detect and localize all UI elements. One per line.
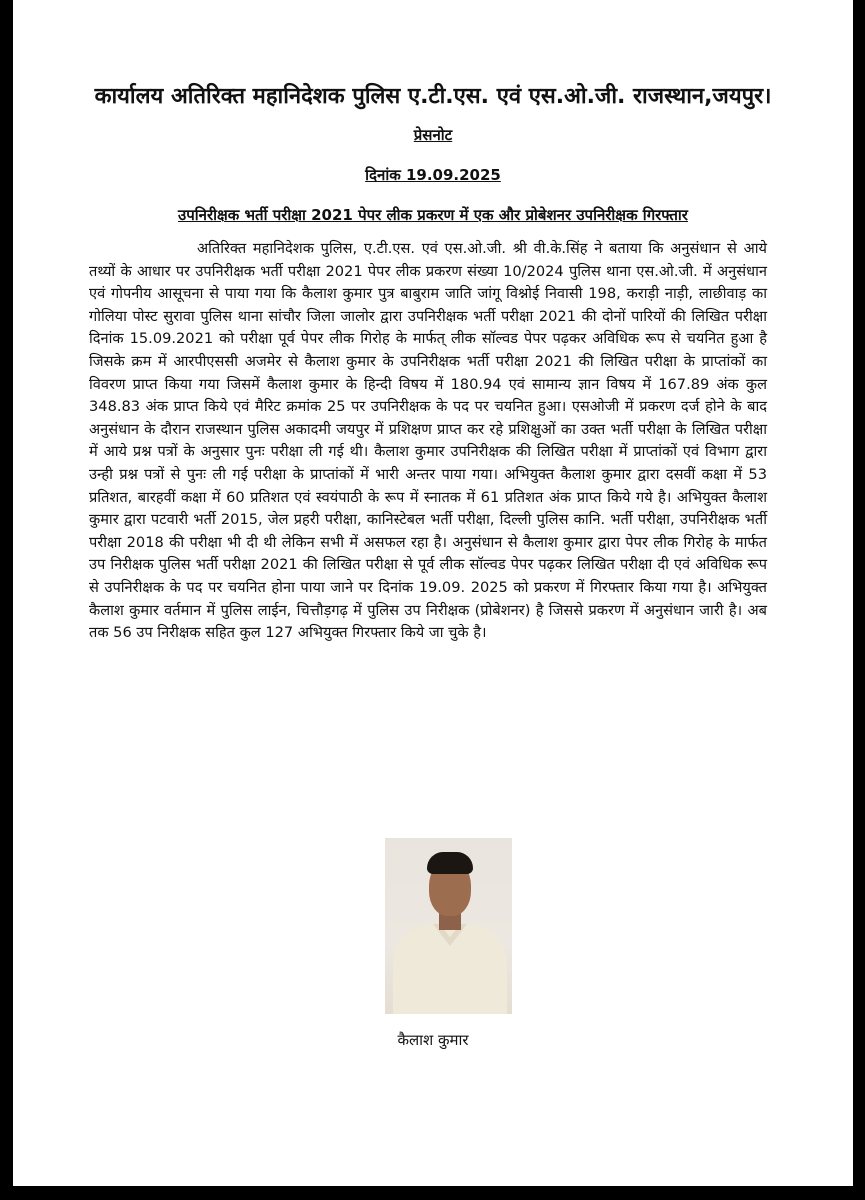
date-text: दिनांक 19.09.2025 (365, 166, 501, 184)
headline-text: उपनिरीक्षक भर्ती परीक्षा 2021 पेपर लीक प्रकरण में एक और प्रोबेशनर उपनिरीक्षक गिरफ्तार (178, 206, 688, 224)
date-line (13, 165, 853, 185)
press-note-label (13, 125, 853, 145)
body-paragraph: अतिरिक्त महानिदेशक पुलिस, ए.टी.एस. एवं एस.ओ.जी. श्री वी.के.सिंह ने बताया कि अनुसंधान से आये तथ्यों के आधार पर उपनिरीक्षक भर्ती परीक्षा 2021 पेपर लीक प्रकरण संख्या 10/2024 पुलिस थाना एस.ओ.जी. में अनुसंधान एवं गोपनीय आसूचना से पाया गया कि कैलाश कुमार पुत्र बाबुराम जाति जांगू विश्नोई निवासी 198, कराड़ी नाड़ी, लाछीवाड़ का गोलिया पोस्ट सुरावा पुलिस थाना सांचौर जिला जालोर द्वारा उपनिरीक्षक भर्ती परीक्षा 2021 की दोनों पारियों की लिखित परीक्षा दिनांक 15.09.2021 को परीक्षा पूर्व पेपर लीक गिरोह के मार्फत् लीक सॉल्वड पेपर पढ़कर अविधिक रूप से चयनित हुआ है जिसके क्रम में आरपीएससी अजमेर से कैलाश कुमार के उपनिरीक्षक भर्ती परीक्षा 2021 की लिखित परीक्षा के प्राप्तांकों का विवरण प्राप्त किया गया जिसमें कैलाश कुमार के हिन्दी विषय में 180.94 एवं सामान्य ज्ञान विषय में 167.89 अंक कुल 348.83 अंक प्राप्त किये एवं मैरिट क्रमांक 25 पर उपनिरीक्षक के पद पर चयनित हुआ। एसओजी में प्रकरण दर्ज होने के बाद अनुसंधान के दौरान राजस्थान पुलिस अकादमी जयपुर में प्रशिक्षण प्राप्त कर रहे प्रशिक्षुओं का उक्त भर्ती परीक्षा के लिखित परीक्षा में आये प्रश्न पत्रों के अनुसार पुनः परीक्षा ली गई थी। कैलाश कुमार उपनिरीक्षक की लिखित परीक्षा में प्राप्तांकों एवं विभाग द्वारा उन्ही प्रश्न पत्रों से पुनः ली गई परीक्षा के प्राप्तांकों में भारी अन्तर पाया गया। अभियुक्त कैलाश कुमार द्वारा दसवीं कक्षा में 53 प्रतिशत, बारहवीं कक्षा में 60 प्रतिशत एवं स्वयंपाठी के रूप में स्नातक में 61 प्रतिशत अंक प्राप्त किये गये है। अभियुक्त कैलाश कुमार द्वारा पटवारी भर्ती 2015, जेल प्रहरी परीक्षा, कानिस्टेबल भर्ती परीक्षा, दिल्ली पुलिस कानि. भर्ती परीक्षा, उपनिरीक्षक भर्ती परीक्षा 2018 की परीक्षा भी दी थी लेकिन सभी में असफल रहा है। अनुसंधान से कैलाश कुमार द्वारा पेपर लीक गिरोह के मार्फत उप निरीक्षक पुलिस भर्ती परीक्षा 2021 की लिखित परीक्षा से पूर्व लीक सॉल्वड पेपर पढ़कर लिखित परीक्षा दी एवं अविधिक रूप से उपनिरीक्षक के पद पर चयनित होना पाया जाने पर दिनांक 19.09. 2025 को प्रकरण में गिरफ्तार किया गया है। अभियुक्त कैलाश कुमार वर्तमान में पुलिस लाईन, चित्तौड़गढ़ में पुलिस उप निरीक्षक (प्रोबेशनर) है जिससे प्रकरण में अनुसंधान जारी है। अब तक 56 उप निरीक्षक सहित कुल 127 अभियुक्त गिरफ्तार किये जा चुके है। (89, 240, 767, 642)
headline (13, 205, 853, 225)
photo-hair (427, 852, 473, 874)
accused-photo (385, 838, 512, 1014)
office-title: कार्यालय अतिरिक्त महानिदेशक पुलिस ए.टी.एस. एवं एस.ओ.जी. राजस्थान,जयपुर। (94, 84, 772, 109)
photo-caption: कैलाश कुमार (397, 1031, 469, 1049)
press-note-text: प्रेसनोट (413, 126, 453, 144)
document-page (13, 0, 853, 1186)
